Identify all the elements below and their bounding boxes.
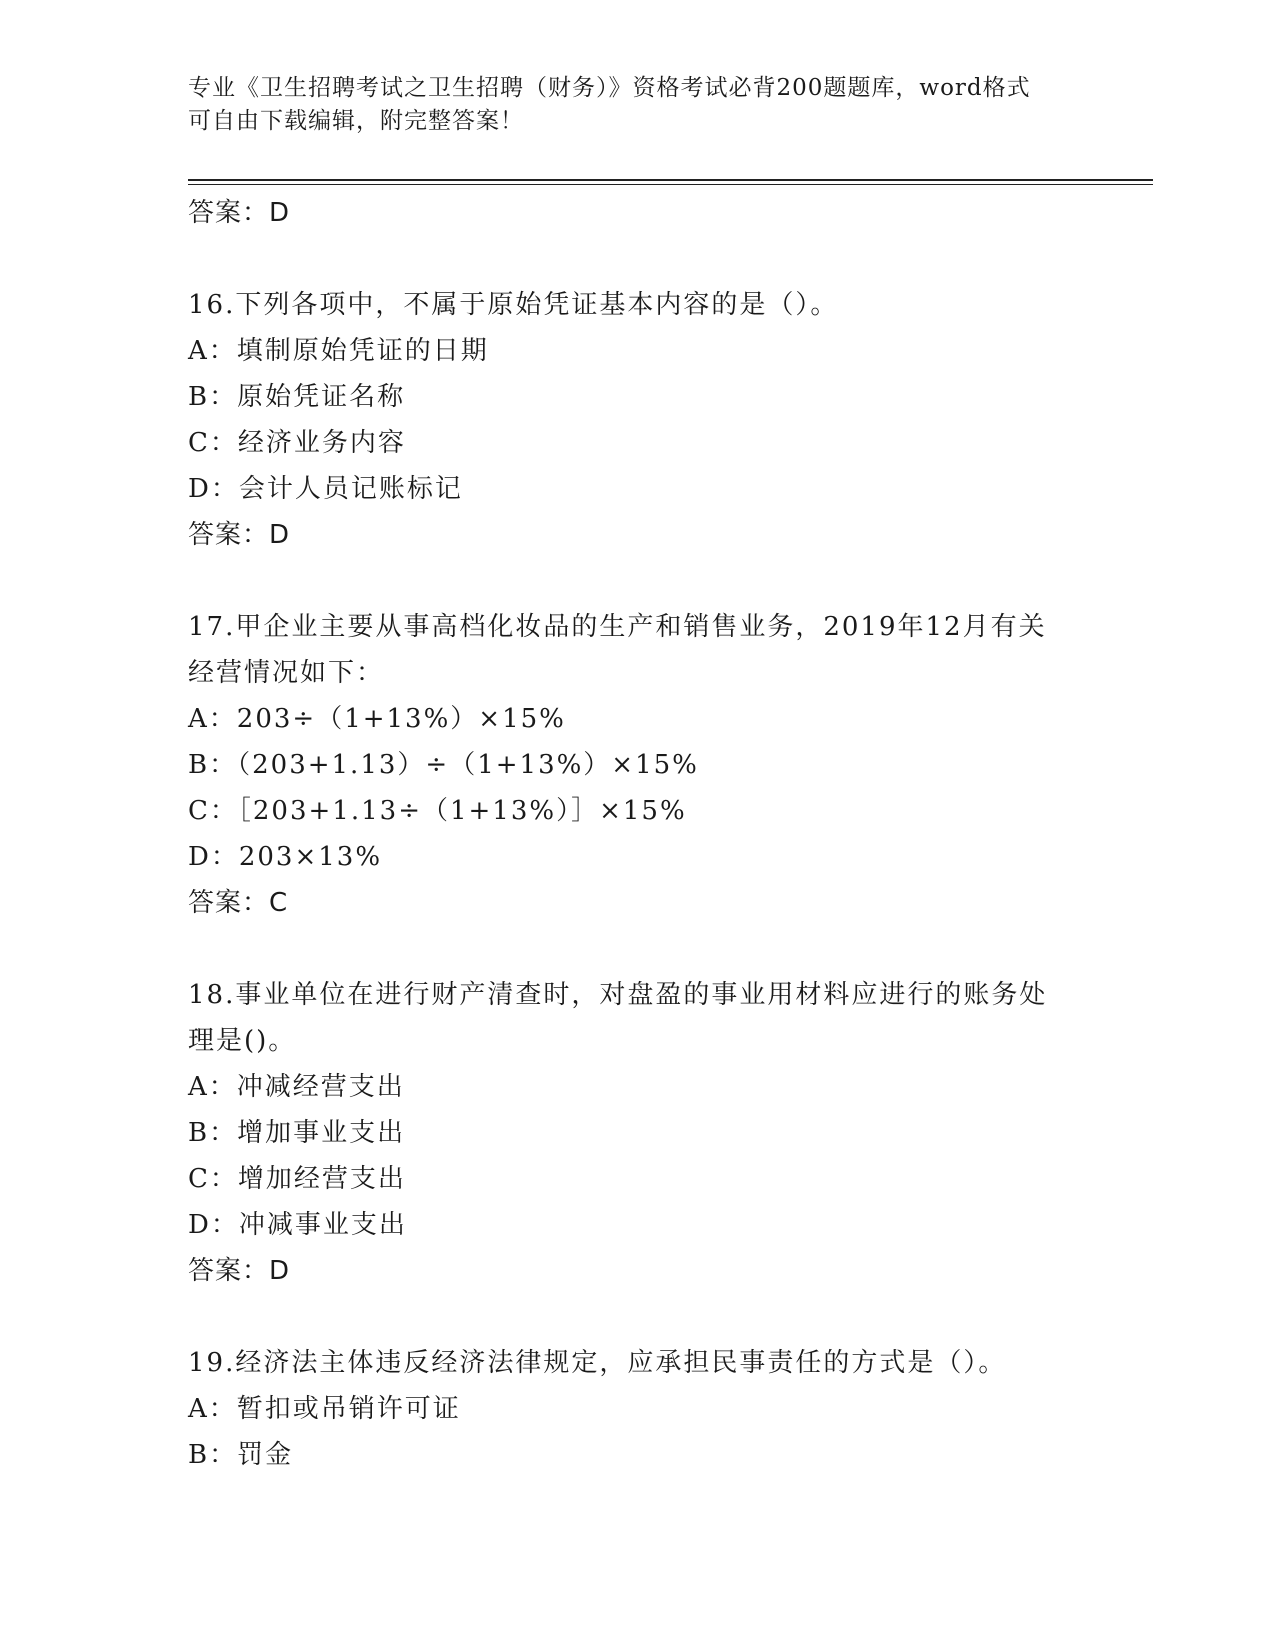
question-17-option-b: B：（203+1.13）÷（1+13%）×15% [188,750,699,780]
question-16-option-a: A：填制原始凭证的日期 [188,336,489,366]
question-17-option-d: D：203×13% [188,842,383,872]
spacer [188,926,1088,972]
question-18 [188,972,1088,1294]
question-16-option-c: C：经济业务内容 [188,428,406,458]
question-16-text: 16.下列各项中，不属于原始凭证基本内容的是（）。 [188,290,839,320]
spacer [188,236,1088,282]
spacer [188,558,1088,604]
question-16-option-d: D：会计人员记账标记 [188,474,463,504]
question-19-option-b: B：罚金 [188,1440,294,1470]
question-18-option-c: C：增加经营支出 [188,1164,406,1194]
question-18-text-line-1: 18.事业单位在进行财产清查时，对盘盈的事业用材料应进行的账务处 [188,980,1048,1010]
question-17-option-c: C：［203+1.13÷（1+13%）］×15% [188,796,687,826]
question-17-answer: 答案：C [188,888,289,918]
question-18-text-line-2: 理是()。 [188,1026,297,1056]
question-18-option-a: A：冲减经营支出 [188,1072,405,1102]
question-19-text: 19.经济法主体违反经济法律规定，应承担民事责任的方式是（）。 [188,1348,1007,1378]
header-line-1: 专业《卫生招聘考试之卫生招聘（财务）》资格考试必背200题题库，word格式 [188,75,1031,101]
question-17-text-line-2: 经营情况如下： [188,658,385,688]
question-19 [188,1340,1088,1478]
question-list [188,190,1088,1478]
question-16 [188,282,1088,558]
question-18-answer: 答案：D [188,1256,291,1286]
question-17-option-a: A：203÷（1+13%）×15% [188,704,566,734]
question-18-option-d: D：冲减事业支出 [188,1210,407,1240]
question-16-answer: 答案：D [188,520,291,550]
question-19-option-a: A：暂扣或吊销许可证 [188,1394,461,1424]
answer-15: 答案：D [188,198,291,228]
header-divider-thin [188,184,1153,185]
question-16-option-b: B：原始凭证名称 [188,382,406,412]
spacer [188,1294,1088,1340]
header-line-2: 可自由下载编辑，附完整答案！ [188,108,524,134]
question-17-text-line-1: 17.甲企业主要从事高档化妆品的生产和销售业务，2019年12月有关 [188,612,1047,642]
question-18-option-b: B：增加事业支出 [188,1118,406,1148]
header-divider-thick [188,179,1153,181]
question-17 [188,604,1088,926]
document-header [188,72,1088,138]
